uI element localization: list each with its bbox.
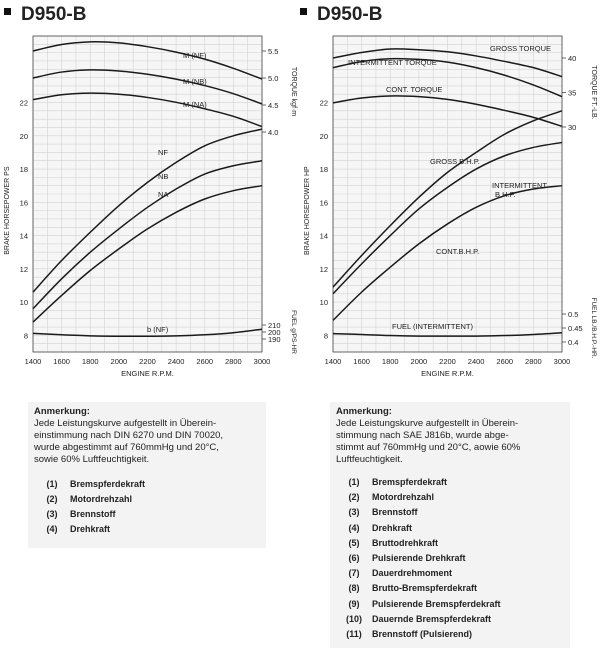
left-chart: [0, 28, 300, 418]
legend-text: Brennstoff (Pulsierend): [372, 628, 473, 639]
series-label: b (NF): [147, 325, 169, 334]
left-note-line: Jede Leistungskurve aufgestellt in Überein-: [34, 418, 217, 429]
legend-text: Pulsierende Bremspferdekraft: [372, 598, 501, 609]
y-tick-label: 16: [19, 198, 28, 208]
legend-item: [336, 582, 564, 594]
y-axis-label: BRAKE HORSEPOWER PS: [4, 166, 11, 255]
series-label: M (NB): [183, 77, 207, 86]
legend-text: Dauernde Bremspferdekraft: [372, 613, 492, 624]
legend-item: [34, 523, 260, 535]
y-tick-label: 16: [319, 198, 328, 208]
y-tick-label: 18: [319, 165, 328, 175]
y-tick-label: 10: [319, 298, 328, 308]
right-note-line: stimmung nach SAE J816b, wurde abge-: [336, 430, 509, 441]
right-note-line: Jede Leistungskurve aufgestellt in Überein-: [336, 418, 519, 429]
x-axis-label: ENGINE R.P.M.: [421, 369, 474, 378]
legend-number: (5): [348, 537, 360, 548]
torque-tick-label: 35: [568, 88, 577, 98]
x-tick-label: 2000: [110, 357, 128, 366]
x-tick-label: 1400: [324, 357, 342, 366]
legend-text: Brennstoff: [70, 509, 116, 519]
legend-number: (3): [348, 507, 360, 518]
y-tick-label: 14: [319, 231, 328, 241]
series-label: NA: [158, 190, 169, 199]
x-axis-label: ENGINE R.P.M.: [121, 369, 174, 378]
series-label: NB: [158, 172, 169, 181]
legend-item: [336, 506, 564, 518]
x-tick-label: 1800: [381, 357, 399, 366]
x-tick-label: 2400: [167, 357, 185, 366]
left-note-line: wurde abgestimmt auf 760mmHg und 20°C,: [34, 442, 219, 453]
x-tick-label: 1600: [53, 357, 70, 366]
series-label: GROSS TORQUE: [490, 44, 551, 53]
legend-number: (11): [346, 628, 362, 639]
y-tick-label: 22: [19, 98, 28, 108]
right-title-text: D950-B: [317, 4, 383, 25]
right-panel-title: [300, 4, 382, 26]
x-tick-label: 2200: [139, 357, 156, 366]
legend-item: [34, 493, 260, 505]
y-tick-label: 14: [19, 231, 28, 241]
legend-item: [336, 628, 564, 640]
legend-number: (7): [348, 568, 360, 579]
torque-tick-label: 5.5: [268, 47, 279, 56]
fuel-tick-label: 0.4: [568, 338, 579, 347]
left-note-line: einstimmung nach DIN 6270 und DIN 70020,: [34, 430, 224, 441]
legend-item: [336, 567, 564, 579]
series-label: M (NA): [183, 100, 207, 109]
title-bullet-icon: [4, 8, 11, 15]
y-tick-label: 12: [19, 264, 28, 274]
fuel-axis-label: FUEL g/PS-HR: [290, 310, 297, 354]
right-note-heading: Anmerkung:: [336, 406, 392, 417]
torque-tick-label: 4.5: [268, 101, 279, 110]
x-tick-label: 3000: [553, 357, 571, 366]
torque-tick-label: 5.0: [268, 74, 279, 83]
x-tick-label: 2800: [525, 357, 542, 366]
x-tick-label: 3000: [253, 357, 271, 366]
left-note: [28, 402, 266, 548]
series-label: NF: [158, 148, 168, 157]
left-note-heading: Anmerkung:: [34, 406, 90, 417]
x-tick-label: 1600: [353, 357, 370, 366]
legend-text: Motordrehzahl: [372, 492, 434, 503]
y-tick-label: 8: [323, 331, 328, 341]
legend-number: (3): [46, 509, 58, 519]
left-panel-title: [4, 4, 86, 26]
x-tick-label: 2200: [439, 357, 456, 366]
y-tick-label: 20: [19, 131, 28, 141]
left-note-line: sowie 60% Luftfeuchtigkeit.: [34, 454, 150, 465]
legend-text: Bruttodrehkraft: [372, 537, 439, 548]
legend-text: Motordrehzahl: [70, 494, 132, 504]
legend-number: (6): [348, 552, 360, 563]
series-label: GROSS B.H.P.: [430, 157, 480, 166]
y-tick-label: 22: [319, 98, 328, 108]
legend-item: [336, 491, 564, 503]
fuel-tick-label: 200: [268, 328, 281, 337]
legend-item: [336, 552, 564, 564]
fuel-tick-label: 190: [268, 335, 281, 344]
y-tick-label: 8: [23, 331, 28, 341]
y-tick-label: 12: [319, 264, 328, 274]
series-label: CONT. TORQUE: [386, 85, 443, 94]
legend-text: Dauerdrehmoment: [372, 568, 453, 579]
y-tick-label: 20: [319, 131, 328, 141]
legend-number: (2): [46, 494, 58, 504]
left-title-text: D950-B: [21, 4, 87, 25]
x-tick-label: 2600: [496, 357, 514, 366]
series-label-line: INTERMITTENT: [492, 181, 547, 190]
series-label: FUEL (INTERMITTENT): [392, 322, 473, 331]
legend-number: (9): [348, 598, 360, 609]
legend-text: Bremspferdekraft: [372, 477, 448, 487]
legend-text: Pulsierende Drehkraft: [372, 552, 466, 563]
right-note-line: stimmt auf 760mmHg und 20°C, aowie 60%: [336, 442, 521, 453]
right-chart: [300, 28, 600, 418]
x-tick-label: 1800: [81, 357, 99, 366]
legend-number: (10): [345, 613, 362, 624]
torque-axis-label: TORQUE FT.-LB.: [590, 65, 597, 120]
legend-item: [336, 613, 564, 625]
y-tick-label: 18: [19, 165, 28, 175]
legend-text: Drehkraft: [372, 522, 413, 533]
legend-number: (8): [348, 583, 360, 594]
legend-item: [34, 478, 260, 490]
right-note-line: Luftfeuchtigkeit.: [336, 454, 403, 465]
legend-number: (2): [348, 492, 360, 503]
fuel-tick-label: 210: [268, 321, 281, 330]
x-tick-label: 2600: [196, 357, 214, 366]
legend-number: (1): [348, 477, 360, 487]
legend-item: [336, 598, 564, 610]
torque-tick-label: 30: [568, 123, 577, 132]
legend-text: Brennstoff: [372, 507, 418, 518]
legend-text: Bremspferdekraft: [70, 479, 146, 489]
legend-number: (1): [46, 479, 58, 489]
fuel-axis-label: FUEL LB./B.H.P.-HR.: [590, 297, 597, 359]
series-label: CONT.B.H.P.: [436, 247, 480, 256]
fuel-tick-label: 0.5: [568, 310, 579, 319]
legend-number: (4): [46, 524, 58, 534]
series-label: INTERMITTENT TORQUE: [348, 58, 437, 67]
fuel-tick-label: 0.45: [568, 324, 583, 333]
x-tick-label: 2800: [225, 357, 242, 366]
legend-item: [336, 476, 564, 488]
x-tick-label: 2400: [467, 357, 485, 366]
y-tick-label: 10: [19, 298, 28, 308]
torque-tick-label: 4.0: [268, 128, 279, 137]
x-tick-label: 2000: [410, 357, 428, 366]
legend-text: Drehkraft: [70, 524, 111, 534]
legend-text: Brutto-Bremspferdekraft: [372, 583, 478, 594]
legend-item: [336, 522, 564, 534]
right-note: [330, 402, 570, 648]
title-bullet-icon: [300, 8, 307, 15]
legend-item: [34, 508, 260, 520]
series-label-line: B.H.P.: [495, 190, 516, 199]
x-tick-label: 1400: [24, 357, 42, 366]
series-label: M (NF): [183, 51, 207, 60]
torque-tick-label: 40: [568, 54, 577, 63]
legend-number: (4): [348, 522, 360, 533]
legend-item: [336, 537, 564, 549]
torque-axis-label: TORQUE kgf·m: [290, 66, 297, 117]
y-axis-label: BRAKE HORSEPOWER HP: [304, 166, 311, 255]
